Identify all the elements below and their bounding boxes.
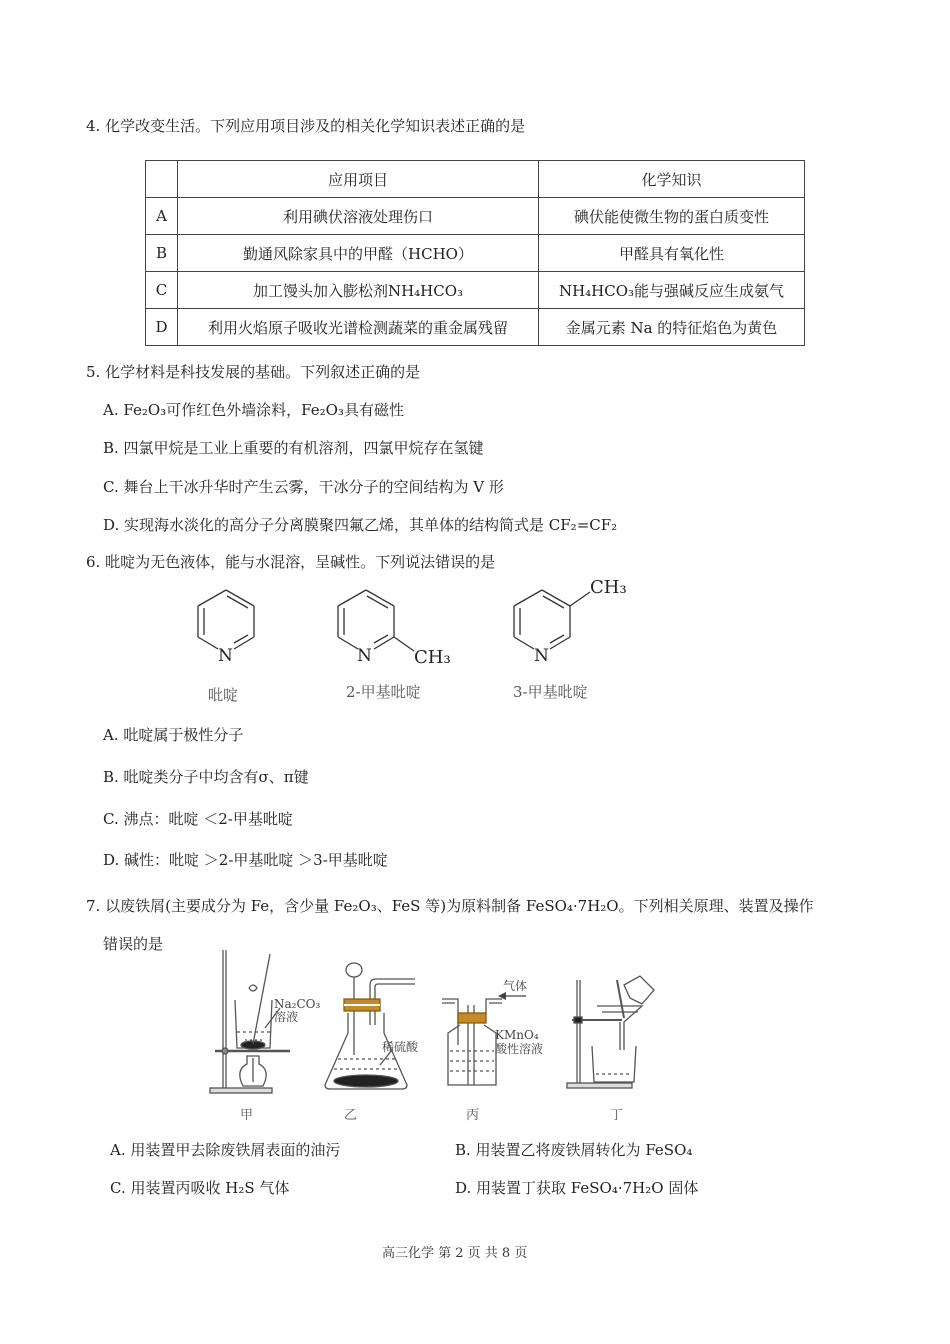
table-row	[146, 272, 805, 309]
knowledge-cell: 碘伏能使微生物的蛋白质变性	[539, 198, 805, 235]
methyl-group: CH₃	[414, 647, 451, 668]
header-cell: 应用项目	[178, 161, 539, 198]
question-5-stem: 5. 化学材料是科技发展的基础。下列叙述正确的是	[86, 363, 421, 381]
reagent-formula: Na₂CO₃	[274, 997, 321, 1011]
apparatus-yi-icon	[320, 955, 420, 1100]
apparatus-name: 甲	[240, 1108, 254, 1123]
molecule-name: 3-甲基吡啶	[513, 683, 588, 701]
table-row	[146, 309, 805, 346]
methyl-group: CH₃	[590, 577, 627, 598]
row-label: D	[146, 309, 178, 346]
nitrogen-atom: N	[357, 646, 372, 666]
header-cell: 化学知识	[539, 161, 805, 198]
reagent-solution: 酸性溶液	[495, 1042, 544, 1056]
apparatus-name: 乙	[344, 1108, 358, 1123]
knowledge-cell: NH₄HCO₃能与强碱反应生成氨气	[539, 272, 805, 309]
knowledge-cell: 甲醛具有氧化性	[539, 235, 805, 272]
application-cell: 勤通风除家具中的甲醛（HCHO）	[178, 235, 539, 272]
q6-option-a: A. 吡啶属于极性分子	[103, 726, 244, 744]
row-label: C	[146, 272, 178, 309]
question-4-stem: 4. 化学改变生活。下列应用项目涉及的相关化学知识表述正确的是	[86, 117, 526, 135]
knowledge-cell: 金属元素 Na 的特征焰色为黄色	[539, 309, 805, 346]
nitrogen-atom: N	[218, 646, 233, 666]
q6-option-c: C. 沸点：吡啶 ＜2-甲基吡啶	[103, 810, 293, 828]
table-row	[146, 235, 805, 272]
q6-option-d: D. 碱性：吡啶 ＞2-甲基吡啶 ＞3-甲基吡啶	[103, 851, 388, 869]
question-6-stem: 6. 吡啶为无色液体，能与水混溶，呈碱性。下列说法错误的是	[86, 553, 496, 571]
page-footer: 高三化学 第 2 页 共 8 页	[382, 1246, 528, 1261]
header-cell	[146, 161, 178, 198]
reagent-label: 稀硫酸	[382, 1040, 419, 1054]
q7-option-c: C. 用装置丙吸收 H₂S 气体	[110, 1179, 290, 1197]
molecule-name: 吡啶	[208, 686, 239, 704]
q7-option-d: D. 用装置丁获取 FeSO₄·7H₂O 固体	[455, 1179, 699, 1197]
q5-option-c: C. 舞台上干冰升华时产生云雾，干冰分子的空间结构为 V 形	[103, 478, 504, 496]
q5-option-d: D. 实现海水淡化的高分子分离膜聚四氟乙烯，其单体的结构简式是 CF₂=CF₂	[103, 516, 618, 534]
q5-option-b: B. 四氯甲烷是工业上重要的有机溶剂，四氯甲烷存在氢键	[103, 439, 484, 457]
row-label: A	[146, 198, 178, 235]
application-cell: 利用火焰原子吸收光谱检测蔬菜的重金属残留	[178, 309, 539, 346]
apparatus-name: 丁	[610, 1108, 624, 1123]
apparatus-name: 丙	[466, 1108, 480, 1123]
q5-option-a: A. Fe₂O₃可作红色外墙涂料，Fe₂O₃具有磁性	[103, 401, 404, 419]
table-header-row	[146, 161, 805, 198]
gas-label: 气体	[503, 979, 528, 993]
question-7-stem: 7. 以废铁屑(主要成分为 Fe，含少量 Fe₂O₃、FeS 等)为原料制备 FeSO₄·7H₂O。下列相关原理、装置及操作	[86, 897, 814, 915]
application-cell: 加工馒头加入膨松剂NH₄HCO₃	[178, 272, 539, 309]
reagent-label	[274, 998, 320, 1024]
nitrogen-atom: N	[534, 646, 549, 666]
question-7-stem-cont: 错误的是	[103, 935, 164, 953]
q7-option-b: B. 用装置乙将废铁屑转化为 FeSO₄	[455, 1141, 693, 1159]
reagent-label	[495, 1028, 543, 1056]
table-row	[146, 198, 805, 235]
q7-option-a: A. 用装置甲去除废铁屑表面的油污	[110, 1141, 341, 1159]
reagent-solution: 溶液	[274, 1010, 299, 1024]
application-cell: 利用碘伏溶液处理伤口	[178, 198, 539, 235]
reagent-formula: KMnO₄	[495, 1028, 539, 1042]
molecule-name: 2-甲基吡啶	[346, 683, 421, 701]
q4-table	[145, 160, 805, 346]
apparatus-ding-icon	[562, 970, 662, 1095]
q6-option-b: B. 吡啶类分子中均含有σ、π键	[103, 768, 309, 786]
row-label: B	[146, 235, 178, 272]
